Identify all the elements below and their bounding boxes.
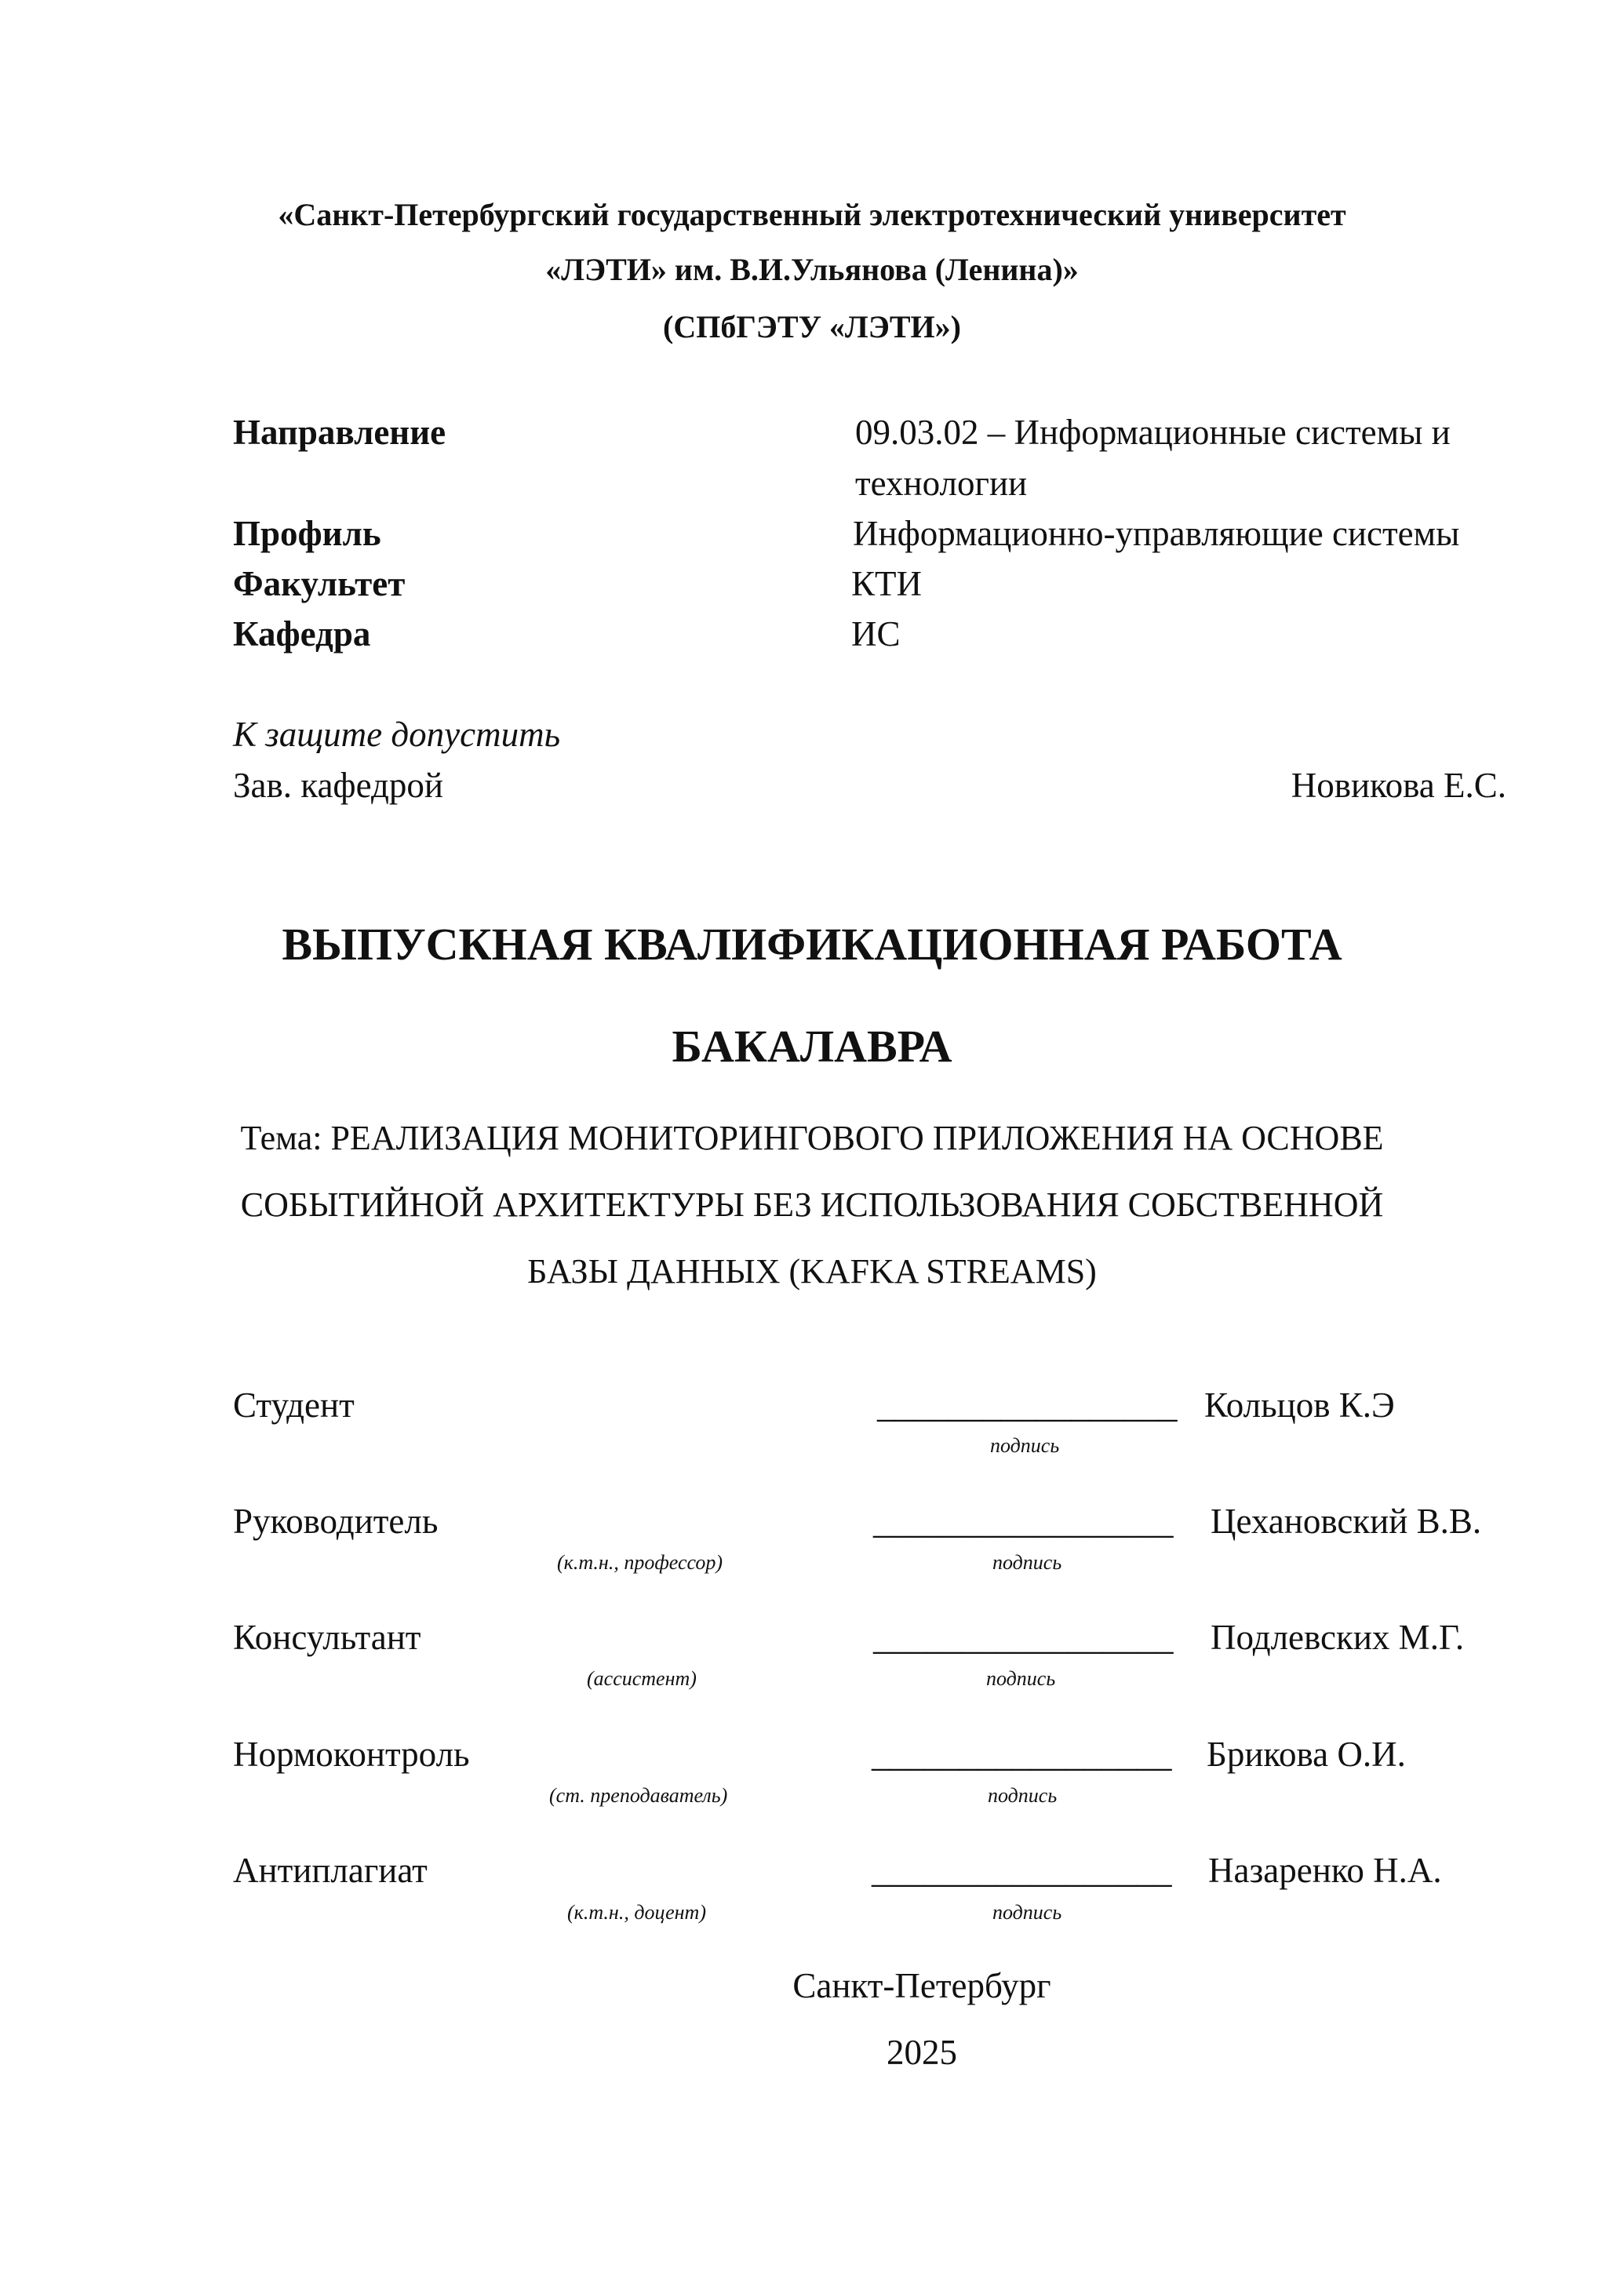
topic-line-3: БАЗЫ ДАННЫХ (KAFKA STREAMS) — [527, 1252, 1097, 1291]
student-label: Студент — [233, 1386, 355, 1425]
department-label: Кафедра — [233, 614, 371, 654]
antiplagiarism-title: (к.т.н., доцент) — [567, 1901, 706, 1924]
direction-value-continued: технологии — [855, 464, 1028, 503]
consultant-signature-line: _________________ — [873, 1618, 1174, 1657]
document-title-degree: БАКАЛАВРА — [672, 1021, 952, 1072]
year: 2025 — [887, 2033, 957, 2072]
supervisor-label: Руководитель — [233, 1502, 439, 1541]
normcontrol-signature-caption: подпись — [988, 1784, 1058, 1807]
topic-line-2: СОБЫТИЙНОЙ АРХИТЕКТУРЫ БЕЗ ИСПОЛЬЗОВАНИЯ СОБСТВЕННОЙ — [240, 1185, 1384, 1224]
consultant-signature-caption: подпись — [986, 1667, 1056, 1690]
consultant-label: Консультант — [233, 1618, 421, 1657]
consultant-title: (ассистент) — [587, 1667, 697, 1690]
profile-value: Информационно-управляющие системы — [853, 514, 1460, 553]
university-abbreviation: (СПбГЭТУ «ЛЭТИ») — [663, 309, 961, 344]
normcontrol-signature-line: _________________ — [872, 1735, 1172, 1774]
admission-note: К защите допустить — [233, 715, 561, 754]
faculty-value: КТИ — [851, 564, 922, 603]
antiplagiarism-name: Назаренко Н.А. — [1208, 1851, 1442, 1890]
document-title: ВЫПУСКНАЯ КВАЛИФИКАЦИОННАЯ РАБОТА — [282, 919, 1342, 970]
normcontrol-title: (ст. преподаватель) — [549, 1784, 728, 1807]
department-value: ИС — [851, 614, 901, 654]
normcontrol-label: Нормоконтроль — [233, 1735, 470, 1774]
consultant-name: Подлевских М.Г. — [1211, 1618, 1465, 1657]
city: Санкт-Петербург — [792, 1966, 1051, 2005]
student-signature-line: _________________ — [877, 1386, 1178, 1425]
supervisor-signature-caption: подпись — [992, 1551, 1062, 1574]
topic-line-1: Тема: РЕАЛИЗАЦИЯ МОНИТОРИНГОВОГО ПРИЛОЖЕНИЯ НА ОСНОВЕ — [240, 1119, 1384, 1157]
faculty-label: Факультет — [233, 564, 406, 603]
antiplagiarism-signature-line: _________________ — [872, 1851, 1172, 1890]
direction-label: Направление — [233, 413, 446, 452]
student-signature-caption: подпись — [990, 1434, 1060, 1457]
antiplagiarism-label: Антиплагиат — [233, 1851, 428, 1890]
normcontrol-name: Брикова О.И. — [1207, 1735, 1406, 1774]
direction-value: 09.03.02 – Информационные системы и — [855, 413, 1451, 452]
university-honorific: «ЛЭТИ» им. В.И.Ульянова (Ленина)» — [545, 252, 1079, 287]
department-head-label: Зав. кафедрой — [233, 766, 443, 805]
supervisor-name: Цехановский В.В. — [1211, 1502, 1482, 1541]
student-name: Кольцов К.Э — [1204, 1386, 1395, 1425]
antiplagiarism-signature-caption: подпись — [992, 1901, 1062, 1924]
supervisor-signature-line: _________________ — [873, 1502, 1174, 1541]
department-head-name: Новикова Е.С. — [1291, 766, 1506, 805]
supervisor-title: (к.т.н., профессор) — [557, 1551, 723, 1574]
university-name: «Санкт-Петербургский государственный электротехнический университет — [278, 197, 1346, 232]
profile-label: Профиль — [233, 514, 381, 553]
